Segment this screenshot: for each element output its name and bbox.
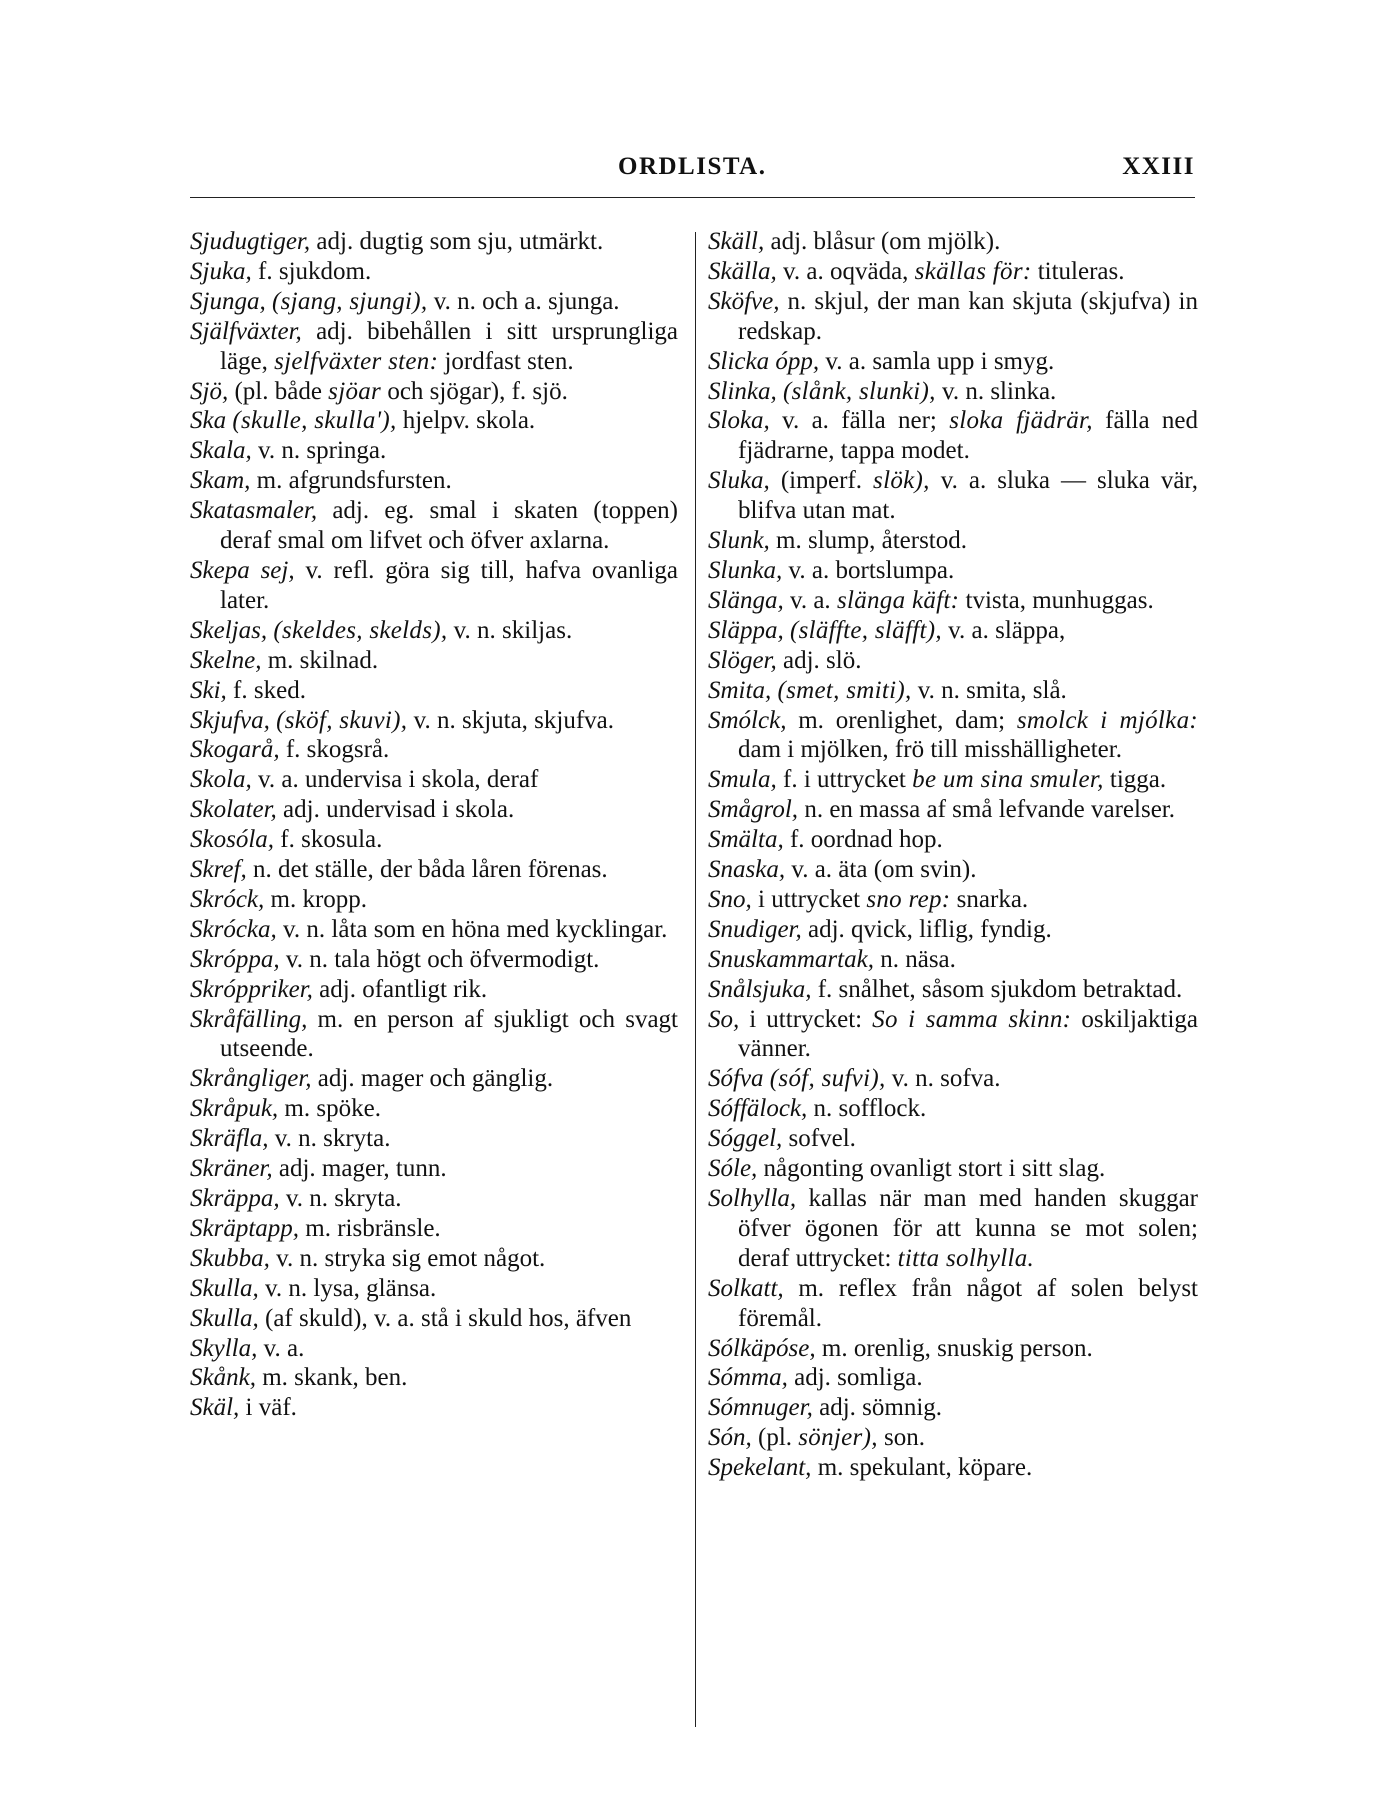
headword: Skånk,: [190, 1364, 256, 1392]
headword: Slänga,: [708, 586, 784, 614]
dictionary-entry: [190, 735, 678, 765]
definition: m. skank, ben.: [255, 1364, 408, 1392]
definition: m. afgrundsfursten.: [250, 467, 452, 495]
headword: Skråfälling,: [190, 1005, 308, 1033]
headword: Sóffälock,: [708, 1095, 808, 1123]
headword: So,: [708, 1005, 740, 1033]
dictionary-entry: [190, 436, 678, 466]
headword: Skäl,: [190, 1394, 240, 1422]
definition: v. n. slinka.: [935, 377, 1057, 405]
dictionary-entry: [190, 317, 678, 377]
dictionary-entry: [708, 616, 1198, 646]
example-phrase: slök),: [873, 467, 930, 495]
example-phrase: smolck i mjólka:: [1016, 706, 1198, 734]
headword: Snaska,: [708, 856, 786, 884]
left-column: [190, 227, 678, 1423]
entry-text: v. a.: [783, 586, 837, 614]
dictionary-entry: [708, 586, 1198, 616]
headword: Slinka,: [708, 377, 777, 405]
headword: Skråpuk,: [190, 1095, 279, 1123]
page-header: [190, 153, 1195, 193]
headword: Solhylla,: [708, 1185, 797, 1212]
definition: i väf.: [239, 1394, 297, 1422]
example-phrase: be um sina smuler,: [912, 766, 1104, 794]
definition: v. n. skryta.: [279, 1185, 402, 1212]
dictionary-entry: [708, 765, 1198, 795]
headword: Skäll,: [708, 228, 765, 255]
definition: v. n. sofva.: [885, 1065, 1001, 1093]
dictionary-entry: [708, 257, 1198, 287]
entry-text: i uttrycket:: [739, 1005, 873, 1033]
headword: Smula,: [708, 766, 777, 794]
definition: n. en massa af små lefvande varelser.: [798, 796, 1175, 824]
definition: v. n. tala högt och öfvermodigt.: [279, 945, 600, 973]
dictionary-entry: [190, 1334, 678, 1364]
definition: adj. sömnig.: [812, 1394, 943, 1422]
dictionary-entry: [190, 855, 678, 885]
definition: adj. ofantligt rik.: [312, 975, 488, 1003]
headword: Skulla,: [190, 1304, 259, 1332]
definition: adj. dugtig som sju, utmärkt.: [310, 228, 604, 255]
definition: tigga.: [1103, 766, 1167, 794]
headword: Slunk,: [708, 527, 770, 555]
dictionary-entry: [708, 915, 1198, 945]
definition: adj. blåsur (om mjölk).: [764, 228, 1001, 255]
headword: Sjuka,: [190, 257, 252, 285]
dictionary-entry: [708, 1453, 1198, 1483]
dictionary-entry: [708, 466, 1198, 526]
definition: v. a.: [257, 1334, 305, 1362]
definition: v. refl. göra sig till, hafva ovanliga later.: [220, 556, 678, 614]
definition: adj. qvick, liflig, fyndig.: [801, 915, 1052, 943]
headword: Själfväxter,: [190, 317, 302, 345]
headword: Skrångliger,: [190, 1065, 312, 1093]
definition: m. reflex från något af solen belyst föremål.: [738, 1274, 1198, 1332]
entry-text: m. orenlighet, dam;: [786, 706, 1017, 734]
entry-text: f. i uttrycket: [776, 766, 913, 794]
definition: tituleras.: [1031, 257, 1125, 285]
dictionary-entry: [190, 1363, 678, 1393]
headword: Sómma,: [708, 1364, 788, 1392]
definition: fälla ned fjädrarne, tappa modet.: [738, 407, 1198, 465]
definition: adj. somliga.: [787, 1364, 923, 1392]
dictionary-entry: [190, 227, 678, 257]
definition: m. skilnad.: [261, 646, 379, 674]
dictionary-entry: [190, 1184, 678, 1214]
dictionary-entry: [708, 825, 1198, 855]
definition: n. näsa.: [873, 945, 956, 973]
dictionary-entry: [190, 377, 678, 407]
definition: v. n. låta som en höna med kycklingar.: [276, 915, 668, 943]
entry-text: v. a. oqväda,: [776, 257, 915, 285]
dictionary-entry: [190, 825, 678, 855]
definition: f. skosula.: [274, 826, 383, 854]
headword: Sólkäpóse,: [708, 1334, 816, 1362]
headword: Sóggel,: [708, 1125, 783, 1153]
dictionary-entry: [708, 1064, 1198, 1094]
headword: Sóle,: [708, 1155, 758, 1183]
headword: Skróppriker,: [190, 975, 313, 1003]
definition: m. orenlig, snuskig person.: [815, 1334, 1093, 1362]
dictionary-entry: [708, 1393, 1198, 1423]
entry-text: (pl. både: [228, 377, 329, 405]
example-phrase: sönjer),: [798, 1424, 878, 1452]
column-divider: [695, 232, 696, 1727]
headword: Slicka ópp,: [708, 347, 820, 375]
dictionary-entry: [708, 795, 1198, 825]
dictionary-entry: [190, 616, 678, 646]
dictionary-entry: [190, 915, 678, 945]
dictionary-entry: [190, 257, 678, 287]
definition: v. a. sluka — sluka vär, blifva utan mat.: [738, 467, 1198, 525]
definition: v. a. samla upp i smyg.: [819, 347, 1055, 375]
dictionary-entry: [190, 795, 678, 825]
headword: Smågrol,: [708, 796, 799, 824]
dictionary-entry: [190, 945, 678, 975]
headword: Smita,: [708, 676, 772, 704]
dictionary-entry: [708, 676, 1198, 706]
definition: n. sofflock.: [807, 1095, 927, 1123]
dictionary-entry: [190, 496, 678, 556]
definition: adj. undervisad i skola.: [276, 796, 515, 824]
dictionary-entry: [708, 377, 1198, 407]
dictionary-entry: [190, 1393, 678, 1423]
example-phrase: sjöar: [328, 377, 382, 405]
headword: Sloka,: [708, 407, 770, 435]
definition: n. skjul, der man kan skjuta (skjufva) in redskap.: [738, 287, 1198, 345]
example-phrase: sjelfväxter sten:: [274, 347, 439, 375]
headword: Sköfve,: [708, 287, 780, 315]
headword: Skróppa,: [190, 945, 280, 973]
dictionary-entry: [190, 646, 678, 676]
headword: Sjö,: [190, 377, 229, 405]
dictionary-entry: [708, 287, 1198, 347]
dictionary-entry: [190, 885, 678, 915]
dictionary-entry: [190, 676, 678, 706]
running-title: ORDLISTA.: [618, 153, 767, 180]
headword: Snålsjuka,: [708, 975, 812, 1003]
headword: Skróck,: [190, 885, 265, 913]
headword: Sófva: [708, 1065, 764, 1093]
headword: Skatasmaler,: [190, 497, 318, 525]
headword: Släppa,: [708, 616, 784, 644]
definition: v. n. lysa, glänsa.: [258, 1274, 437, 1302]
definition: son.: [877, 1424, 925, 1452]
headword: Skräfla,: [190, 1125, 269, 1153]
definition: adj. eg. smal i skaten (toppen) deraf smal om lifvet och öfver axlarna.: [220, 497, 678, 555]
definition: v. n. skjuta, skjufva.: [407, 706, 615, 734]
definition: v. n. och a. sjunga.: [427, 287, 620, 315]
headword: Són,: [708, 1424, 752, 1452]
definition: m. slump, återstod.: [769, 527, 968, 555]
header-rule: [190, 197, 1195, 198]
headword: Skulla,: [190, 1274, 259, 1302]
headword: Snuskammartak,: [708, 945, 874, 973]
dictionary-entry: [190, 1274, 678, 1304]
headword: Skosóla,: [190, 826, 275, 854]
example-phrase: sno rep:: [866, 885, 951, 913]
definition: hjelpv. skola.: [396, 407, 536, 435]
definition: v. n. springa.: [251, 437, 387, 465]
example-phrase: (släffte, släfft),: [789, 616, 942, 644]
dictionary-entry: [190, 1154, 678, 1184]
dictionary-entry: [190, 1005, 678, 1065]
definition: adj. mager och gänglig.: [311, 1065, 554, 1093]
dictionary-entry: [708, 227, 1198, 257]
definition: v. a. undervisa i skola, deraf: [251, 766, 539, 794]
dictionary-entry: [190, 706, 678, 736]
headword: Sómnuger,: [708, 1394, 813, 1422]
example-phrase: (slånk, slunki),: [783, 377, 936, 405]
dictionary-entry: [190, 975, 678, 1005]
headword: Skola,: [190, 766, 252, 794]
dictionary-entry: [190, 556, 678, 616]
definition: f. skogsrå.: [279, 736, 390, 764]
dictionary-entry: [708, 1154, 1198, 1184]
headword: Solkatt,: [708, 1274, 784, 1302]
definition: snarka.: [950, 885, 1029, 913]
headword: Skräptapp,: [190, 1214, 300, 1242]
headword: Skref,: [190, 856, 247, 884]
headword: Smälta,: [708, 826, 784, 854]
dictionary-entry: [708, 885, 1198, 915]
dictionary-entry: [708, 706, 1198, 766]
definition: jordfast sten.: [438, 347, 574, 375]
definition: v. n. skryta.: [268, 1125, 391, 1153]
example-phrase: So i samma skinn:: [872, 1005, 1072, 1033]
definition: v. n. skiljas.: [447, 616, 573, 644]
definition: adj. slö.: [776, 646, 862, 674]
definition: tvista, munhuggas.: [959, 586, 1154, 614]
headword: Skolater,: [190, 796, 277, 824]
dictionary-entry: [190, 287, 678, 317]
page-number: XXIII: [1122, 153, 1195, 180]
example-phrase: (smet, smiti),: [777, 676, 912, 704]
dictionary-entry: [708, 975, 1198, 1005]
definition: och sjögar), f. sjö.: [381, 377, 568, 405]
headword: Sno,: [708, 885, 752, 913]
definition: dam i mjölken, frö till misshälligheter.: [738, 736, 1122, 764]
example-phrase: (sköf, skuvi),: [276, 706, 408, 734]
dictionary-entry: [190, 1214, 678, 1244]
definition: m. en person af sjukligt och svagt utseende.: [220, 1005, 678, 1063]
headword: Skrócka,: [190, 915, 277, 943]
dictionary-entry: [708, 1274, 1198, 1334]
dictionary-entry: [708, 1184, 1198, 1274]
example-phrase: (skeldes, skelds),: [273, 616, 448, 644]
example-phrase: titta solhylla.: [897, 1244, 1035, 1272]
dictionary-entry: [190, 765, 678, 795]
definition: v. a. äta (om svin).: [785, 856, 977, 884]
example-phrase: (sjang, sjungi),: [271, 287, 428, 315]
headword: Sjunga,: [190, 287, 266, 315]
definition: m. spöke.: [278, 1095, 381, 1123]
definition: f. sked.: [226, 676, 306, 704]
dictionary-entry: [708, 406, 1198, 466]
entry-text: i uttrycket: [751, 885, 867, 913]
dictionary-entry: [708, 556, 1198, 586]
headword: Spekelant,: [708, 1454, 812, 1482]
entry-text: kallas när man med handen skuggar öfver ögonen för att kunna se mot solen; deraf uttrycket:: [738, 1185, 1198, 1272]
definition: m. spekulant, köpare.: [811, 1454, 1033, 1482]
dictionary-entry: [190, 466, 678, 496]
definition: f. snålhet, såsom sjukdom betraktad.: [811, 975, 1183, 1003]
definition: m. risbränsle.: [299, 1214, 441, 1242]
dictionary-entry: [190, 1124, 678, 1154]
dictionary-entry: [708, 1334, 1198, 1364]
definition: v. a. släppa,: [941, 616, 1066, 644]
definition: v. a. bortslumpa.: [782, 556, 955, 584]
dictionary-entry: [708, 1124, 1198, 1154]
dictionary-entry: [708, 855, 1198, 885]
example-phrase: sloka fjädrär,: [949, 407, 1093, 435]
headword: Smólck,: [708, 706, 787, 734]
example-phrase: skällas för:: [914, 257, 1032, 285]
headword: Slöger,: [708, 646, 777, 674]
headword: Skogarå,: [190, 736, 280, 764]
dictionary-entry: [708, 526, 1198, 556]
headword: Skelne,: [190, 646, 262, 674]
entry-text: (imperf.: [769, 467, 874, 495]
entry-text: adj. bibehållen i sitt ursprungliga läge,: [220, 317, 678, 375]
headword: Skubba,: [190, 1244, 270, 1272]
definition: f. sjukdom.: [251, 257, 372, 285]
dictionary-entry: [708, 1005, 1198, 1065]
headword: Sluka,: [708, 467, 770, 495]
definition: v. n. stryka sig emot något.: [269, 1244, 546, 1272]
entry-text: (pl.: [751, 1424, 799, 1452]
headword: Skräppa,: [190, 1185, 280, 1212]
definition: (af skuld), v. a. stå i skuld hos, äfven: [258, 1304, 632, 1332]
headword: Skjufva,: [190, 706, 270, 734]
definition: adj. mager, tunn.: [272, 1155, 447, 1183]
dictionary-entry: [708, 1363, 1198, 1393]
headword: Ska: [190, 407, 227, 435]
dictionary-entry: [708, 1423, 1198, 1453]
entry-text: v. a. fälla ner;: [769, 407, 950, 435]
definition: m. kropp.: [264, 885, 368, 913]
headword: Skepa sej,: [190, 556, 295, 584]
headword: Skala,: [190, 437, 252, 465]
dictionary-entry: [190, 406, 678, 436]
example-phrase: slänga käft:: [836, 586, 960, 614]
headword: Skylla,: [190, 1334, 258, 1362]
headword: Skräner,: [190, 1155, 273, 1183]
dictionary-entry: [708, 945, 1198, 975]
headword: Snudiger,: [708, 915, 802, 943]
definition: sofvel.: [782, 1125, 856, 1153]
dictionary-entry: [708, 347, 1198, 377]
headword: Sjudugtiger,: [190, 228, 311, 255]
dictionary-entry: [190, 1094, 678, 1124]
definition: v. n. smita, slå.: [911, 676, 1067, 704]
definition: n. det ställe, der båda låren förenas.: [246, 856, 608, 884]
dictionary-entry: [708, 1094, 1198, 1124]
example-phrase: (sóf, sufvi),: [769, 1065, 886, 1093]
headword: Ski,: [190, 676, 227, 704]
dictionary-entry: [190, 1304, 678, 1334]
example-phrase: (skulle, skulla'),: [232, 407, 397, 435]
definition: oskiljaktiga vänner.: [738, 1005, 1198, 1063]
definition: f. oordnad hop.: [783, 826, 943, 854]
dictionary-entry: [190, 1064, 678, 1094]
dictionary-entry: [708, 646, 1198, 676]
headword: Skeljas,: [190, 616, 268, 644]
definition: någonting ovanligt stort i sitt slag.: [757, 1155, 1106, 1183]
headword: Slunka,: [708, 556, 783, 584]
headword: Skälla,: [708, 257, 777, 285]
dictionary-entry: [190, 1244, 678, 1274]
right-column: [708, 227, 1198, 1483]
headword: Skam,: [190, 467, 251, 495]
